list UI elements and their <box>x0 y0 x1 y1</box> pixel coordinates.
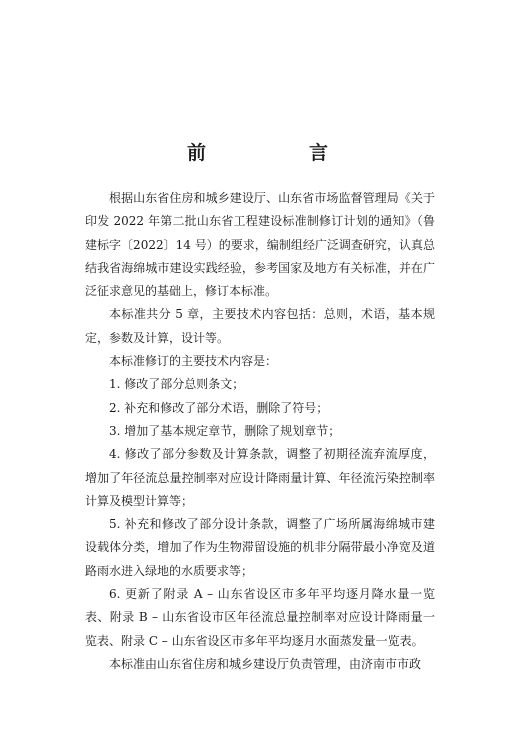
paragraph-basis: 根据山东省住房和城乡建设厅、山东省市场监督管理局《关于印发 2022 年第二批山东省工程建设标准制修订计划的通知》（鲁建标字〔2022〕14 号）的要求，编制组经广泛调查研究，认真总结我省海绵城市建设实践经验，参考国家及地方有关标准，并在广泛征求意见的基础上，修订本标准。 <box>85 191 435 299</box>
page-title: 前 言 <box>186 142 370 164</box>
list-item: 1. 修改了部分总则条文； <box>109 377 245 392</box>
list-item: 2. 补充和修改了部分术语，删除了符号； <box>109 400 329 415</box>
preface-body <box>85 187 435 676</box>
list-item: 4. 修改了部分参数及计算条款，调整了初期径流弃流厚度，增加了年径流总量控制率对应设计降雨量计算、年径流污染控制率计算及模型计算等； <box>85 447 435 508</box>
paragraph-revision-intro: 本标准修订的主要技术内容是： <box>109 354 278 369</box>
paragraph-closing: 本标准由山东省住房和城乡建设厅负责管理，由济南市市政 <box>109 656 422 671</box>
paragraph-chapters: 本标准共分 5 章，主要技术内容包括：总则，术语，基本规定，参数及计算，设计等。 <box>85 307 435 345</box>
list-item: 3. 增加了基本规定章节，删除了规划章节； <box>109 423 341 438</box>
list-item: 5. 补充和修改了部分设计条款，调整了广场所属海绵城市建设载体分类，增加了作为生物滞留设施的机非分隔带最小净宽及道路雨水进入绿地的水质要求等； <box>85 517 435 578</box>
list-item: 6. 更新了附录 A – 山东省设区市多年平均逐月降水量一览表、附录 B – 山东省设市区年径流总量控制率对应设计降雨量一览表、附录 C – 山东省设区市多年平均逐月水面蒸发量一览表。 <box>85 587 435 648</box>
